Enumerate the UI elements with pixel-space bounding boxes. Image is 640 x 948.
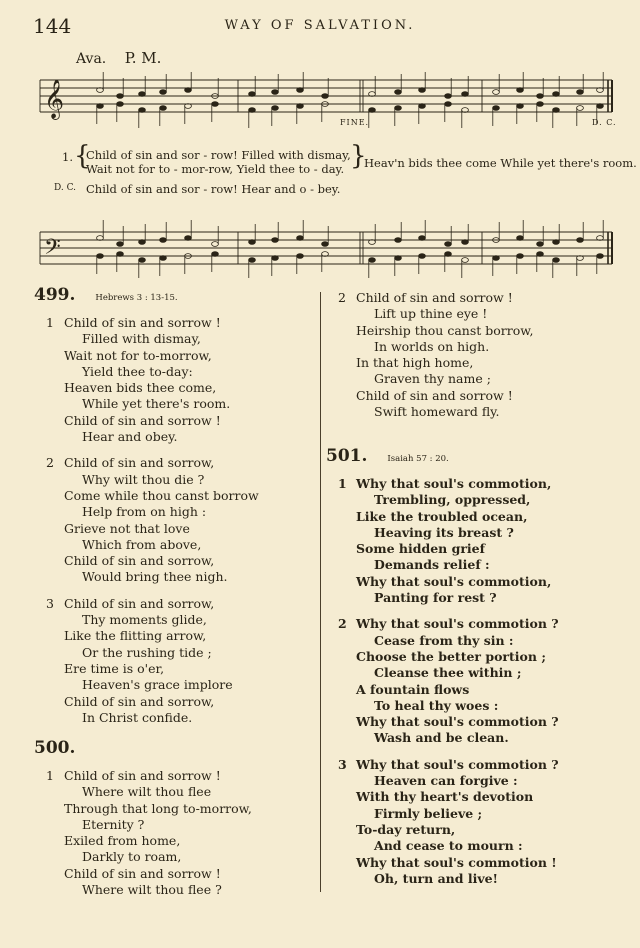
verse-line-text: Child of sin and sorrow, — [64, 693, 215, 709]
verse-line — [326, 730, 559, 746]
verse-line — [34, 396, 259, 412]
verse-line-text: Wash and be clean. — [374, 730, 509, 746]
verse-line-text: In Christ confide. — [82, 709, 193, 725]
note-head — [160, 238, 167, 243]
verse-line-text: In that high home, — [356, 355, 474, 371]
hymn-500 — [34, 738, 252, 898]
note-head — [297, 104, 304, 109]
note-head — [249, 92, 256, 97]
bass-clef: 𝄢 — [44, 235, 61, 265]
verse-line — [34, 537, 259, 553]
note-head — [139, 92, 146, 97]
verse-line-text: Trembling, oppressed, — [374, 492, 531, 508]
verse-line — [34, 455, 259, 471]
verse-line — [326, 509, 559, 525]
note-head — [419, 88, 426, 93]
running-title: WAY OF SALVATION. — [224, 18, 416, 33]
note-head — [117, 242, 124, 247]
note-head — [160, 106, 167, 111]
verse-line-text: Help from on high : — [82, 504, 207, 520]
verse-line — [326, 371, 533, 387]
note-head — [493, 90, 500, 95]
verse — [326, 757, 559, 887]
verse — [34, 315, 259, 445]
verse-line — [34, 612, 259, 628]
note-head — [553, 108, 560, 113]
verse-line-text: Child of sin and sorrow ! — [64, 315, 221, 330]
verse-line-text: While yet there's room. — [82, 396, 231, 412]
note-head — [160, 256, 167, 261]
note-head — [553, 258, 560, 263]
note-head — [139, 108, 146, 113]
underlay-line-1: Child of sin and sor - row! Filled with dismay, — [86, 148, 351, 162]
note-head — [537, 94, 544, 99]
note-head — [597, 254, 604, 259]
verse-line — [326, 773, 559, 789]
note-head — [185, 88, 192, 93]
note-head — [493, 106, 500, 111]
note-head — [395, 90, 402, 95]
verse-line-text: Like the troubled ocean, — [356, 508, 528, 524]
verse-line-text: Heaven's grace implore — [82, 677, 233, 693]
verse-number: 1 — [46, 315, 54, 330]
note-head — [553, 92, 560, 97]
verse-line — [326, 633, 559, 649]
verse — [326, 290, 533, 420]
verse — [34, 768, 252, 898]
note-head — [493, 256, 500, 261]
verse-number: 1 — [46, 768, 54, 783]
verse-line — [326, 388, 533, 404]
verse-line-text: Which from above, — [82, 536, 202, 552]
note-head — [322, 94, 329, 99]
note-head — [297, 254, 304, 259]
verse-line — [34, 710, 259, 726]
verse-line-text: Darkly to roam, — [82, 849, 182, 865]
note-head — [462, 92, 469, 97]
verse-line — [34, 784, 252, 800]
note-head — [249, 240, 256, 245]
verse-line-text: Child of sin and sorrow ! — [64, 768, 221, 783]
verse-line — [326, 649, 559, 665]
verse-line — [326, 574, 559, 590]
note-head — [297, 88, 304, 93]
verse-line-text: Why that soul's commotion ? — [356, 714, 559, 730]
verse-line — [34, 553, 259, 569]
verse-line-text: Would bring thee nigh. — [82, 569, 228, 585]
hymn-number: 501. — [326, 446, 368, 466]
verse-number: 2 — [338, 290, 346, 305]
verse-line-text: Child of sin and sorrow, — [64, 455, 215, 471]
note-head — [445, 242, 452, 247]
verse-line — [34, 628, 259, 644]
verse-line — [326, 822, 559, 838]
verse-line-text: Hear and obey. — [82, 429, 178, 445]
note-head — [537, 242, 544, 247]
verse-line — [34, 521, 259, 537]
verse-line-text: Where wilt thou flee ? — [82, 882, 222, 898]
verse-line-text: Child of sin and sorrow ! — [356, 387, 513, 403]
verse-line-text: Child of sin and sorrow, — [64, 553, 215, 569]
verse-line-text: Choose the better portion ; — [356, 648, 546, 664]
verse-line-text: Like the flitting arrow, — [64, 628, 207, 644]
verse-line — [34, 801, 252, 817]
verse-line — [34, 504, 259, 520]
verse-line-text: Thy moments glide, — [82, 612, 207, 628]
brace-left: { — [74, 141, 91, 171]
brace-right: } — [350, 141, 367, 171]
verse-line-text: Why that soul's commotion, — [356, 476, 552, 491]
verse-line — [326, 404, 533, 420]
verse-line-text: To heal thy woes : — [374, 697, 499, 713]
verse-line-text: A fountain flows — [356, 681, 470, 697]
note-head — [369, 108, 376, 113]
verse-line — [326, 714, 559, 730]
verse-line — [34, 833, 252, 849]
verse-line — [326, 698, 559, 714]
verse-line — [34, 364, 259, 380]
verse-number: 3 — [338, 756, 347, 772]
note-head — [117, 252, 124, 257]
verse-line-text: Come while thou canst borrow — [64, 487, 259, 503]
note-head — [212, 102, 219, 107]
verse-line — [326, 476, 559, 492]
note-head — [185, 236, 192, 241]
underlay-line-3: Heav'n bids thee come While yet there's room. — [364, 156, 637, 170]
verse-line — [34, 694, 259, 710]
note-head — [160, 90, 167, 95]
note-head — [445, 102, 452, 107]
verse-line — [326, 855, 559, 871]
verse-line-text: Swift homeward fly. — [374, 404, 500, 420]
verse-line-text: Ere time is o'er, — [64, 660, 165, 676]
tune-name: Ava. — [76, 51, 107, 67]
verse-line-text: Why wilt thou die ? — [82, 471, 205, 487]
note-head — [419, 104, 426, 109]
verse-line-text: In worlds on high. — [374, 338, 490, 354]
underlay-line-2: Wait not for to - mor-row, Yield thee to - day. — [86, 162, 345, 176]
verse-line — [34, 596, 259, 612]
verse-line — [326, 682, 559, 698]
verse-line-text: Child of sin and sorrow, — [64, 595, 215, 611]
note-head — [537, 252, 544, 257]
verse-line — [326, 871, 559, 887]
verse-line — [34, 768, 252, 784]
verse-line — [34, 866, 252, 882]
note-head — [517, 236, 524, 241]
note-head — [597, 104, 604, 109]
verse-line-text: Child of sin and sorrow ! — [64, 412, 221, 428]
hymn-501 — [326, 446, 559, 887]
hymn-verses — [326, 476, 559, 887]
verse-line — [326, 323, 533, 339]
hymn-verses — [34, 768, 252, 898]
verse-line — [326, 665, 559, 681]
note-head — [577, 106, 584, 111]
verse-line — [326, 541, 559, 557]
note-head — [445, 252, 452, 257]
fine-mark: FINE. — [340, 118, 370, 127]
verse-line — [326, 806, 559, 822]
verse-line — [34, 645, 259, 661]
page-number: 144 — [33, 14, 72, 38]
verse-line-text: Heaven bids thee come, — [64, 380, 217, 396]
note-head — [537, 102, 544, 107]
treble-clef: 𝄞 — [44, 79, 65, 119]
verse-line — [34, 661, 259, 677]
verse-line-text: To-day return, — [356, 821, 456, 837]
verse-line — [326, 306, 533, 322]
note-head — [395, 238, 402, 243]
verse-line-text: Why that soul's commotion ! — [356, 854, 557, 870]
verse-line-text: Some hidden grief — [356, 541, 486, 557]
hymn-verses — [326, 290, 533, 420]
note-head — [272, 106, 279, 111]
hymn-verses — [34, 315, 259, 726]
verse-line-text: Why that soul's commotion ? — [356, 616, 559, 632]
verse-line-text: Or the rushing tide ; — [82, 644, 212, 660]
verse-line — [326, 838, 559, 854]
underlay-verse-number: 1. — [62, 150, 73, 164]
verse-line — [34, 849, 252, 865]
note-head — [212, 252, 219, 257]
dc-mark: D. C. — [592, 118, 617, 127]
verse — [326, 616, 559, 746]
note-head — [297, 236, 304, 241]
hymn-number: 500. — [34, 738, 76, 758]
verse-line — [326, 492, 559, 508]
note-head — [577, 238, 584, 243]
note-head — [445, 94, 452, 99]
hymn-500-continued — [326, 290, 533, 420]
note-head — [419, 254, 426, 259]
verse-line-text: Demands relief : — [374, 557, 490, 573]
verse-line — [326, 557, 559, 573]
verse-line-text: Cleanse thee within ; — [374, 665, 522, 681]
note-head — [462, 240, 469, 245]
note-head — [139, 240, 146, 245]
note-head — [517, 104, 524, 109]
verse-line — [34, 429, 259, 445]
note-head — [369, 258, 376, 263]
hymn-scripture-ref: Hebrews 3 : 13-15. — [95, 293, 178, 303]
verse — [34, 455, 259, 585]
underlay-dc-label: D. C. — [54, 183, 77, 193]
hymn-number: 499. — [34, 285, 76, 305]
verse-line-text: Why that soul's commotion, — [356, 573, 552, 589]
note-head — [249, 258, 256, 263]
note-head — [462, 258, 469, 263]
note-head — [517, 254, 524, 259]
underlay-dc-line: Child of sin and sor - row! Hear and o - bey. — [86, 182, 341, 196]
verse-line-text: Child of sin and sorrow ! — [64, 865, 221, 881]
music-notation — [0, 0, 640, 290]
note-head — [139, 258, 146, 263]
verse-line-text: Child of sin and sorrow ! — [356, 290, 513, 305]
verse-line-text: Where wilt thou flee — [82, 784, 212, 800]
verse-line — [326, 525, 559, 541]
verse-line — [34, 331, 259, 347]
note-head — [395, 256, 402, 261]
verse-line — [34, 380, 259, 396]
verse-number: 3 — [46, 595, 54, 611]
verse-line — [326, 339, 533, 355]
verse-line — [34, 472, 259, 488]
verse-line-text: Why that soul's commotion ? — [356, 756, 559, 772]
verse-line — [34, 488, 259, 504]
verse-line-text: Heirship thou canst borrow, — [356, 322, 534, 338]
verse-line-text: Yield thee to-day: — [82, 363, 193, 379]
verse-line — [326, 355, 533, 371]
verse-line-text: Cease from thy sin : — [374, 632, 514, 648]
verse-line-text: Wait not for to-morrow, — [64, 347, 212, 363]
verse-line-text: Grieve not that love — [64, 520, 190, 536]
verse-line — [34, 817, 252, 833]
verse-line — [34, 413, 259, 429]
note-head — [117, 102, 124, 107]
verse-line-text: Firmly believe ; — [374, 805, 483, 821]
note-head — [272, 238, 279, 243]
verse-line-text: Eternity ? — [82, 816, 145, 832]
verse-number: 2 — [338, 616, 347, 632]
verse-line-text: Heaving its breast ? — [374, 524, 514, 540]
note-head — [272, 256, 279, 261]
note-head — [577, 90, 584, 95]
verse-line — [34, 315, 259, 331]
note-head — [272, 90, 279, 95]
verse-line-text: Lift up thine eye ! — [374, 306, 488, 322]
verse-line — [326, 290, 533, 306]
note-head — [97, 104, 104, 109]
verse-line-text: Through that long to-morrow, — [64, 800, 252, 816]
verse-line-text: Oh, turn and live! — [374, 870, 499, 886]
verse — [34, 596, 259, 726]
note-head — [553, 240, 560, 245]
note-head — [395, 106, 402, 111]
note-head — [249, 108, 256, 113]
verse-line-text: Graven thy name ; — [374, 371, 491, 387]
verse-line-text: Filled with dismay, — [82, 331, 201, 347]
verse — [326, 476, 559, 606]
note-head — [117, 94, 124, 99]
verse-line-text: Heaven can forgive : — [374, 773, 518, 789]
verse-line — [34, 569, 259, 585]
verse-line — [326, 616, 559, 632]
verse-line-text: And cease to mourn : — [374, 838, 523, 854]
column-divider — [320, 292, 321, 892]
verse-line-text: Exiled from home, — [64, 833, 181, 849]
verse-line-text: With thy heart's devotion — [356, 789, 534, 805]
verse-line — [326, 789, 559, 805]
verse-line — [34, 677, 259, 693]
verse-line — [34, 348, 259, 364]
hymn-scripture-ref: Isaiah 57 : 20. — [387, 454, 449, 464]
tune-meter: P. M. — [124, 49, 162, 67]
note-head — [212, 242, 219, 247]
verse-line — [34, 882, 252, 898]
verse-line — [326, 590, 559, 606]
verse-line — [326, 757, 559, 773]
note-head — [419, 236, 426, 241]
note-head — [322, 242, 329, 247]
note-head — [97, 254, 104, 259]
verse-line-text: Panting for rest ? — [374, 590, 497, 606]
note-head — [517, 88, 524, 93]
hymn-499 — [34, 285, 259, 726]
verse-number: 2 — [46, 455, 54, 471]
verse-number: 1 — [338, 476, 347, 491]
